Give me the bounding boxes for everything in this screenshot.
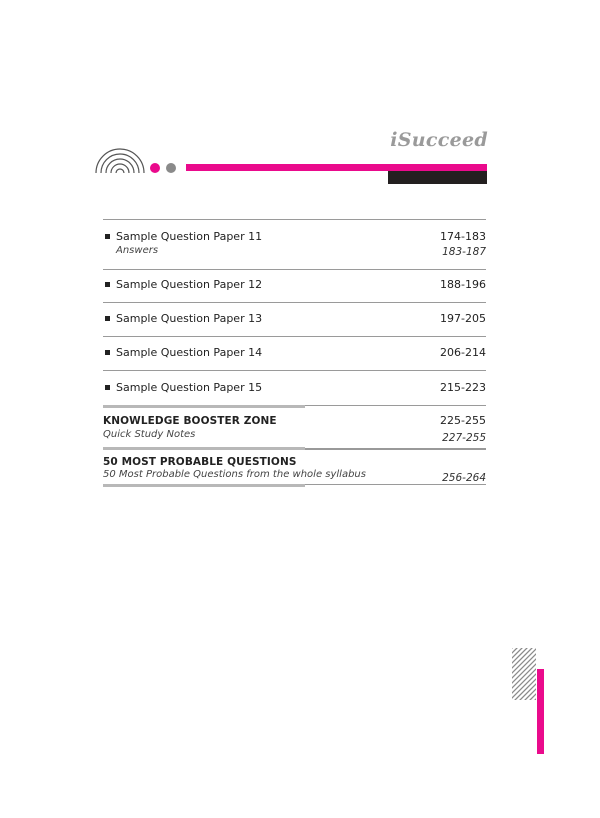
entry-title: Sample Question Paper 12 [116,278,263,291]
bullet-icon [105,385,110,390]
entry-pages: 188-196 [440,278,486,291]
divider [103,336,486,337]
section-title: KNOWLEDGE BOOSTER ZONE [103,415,277,427]
section-pages: 225-255 [440,414,486,427]
entry-title: Sample Question Paper 15 [116,381,263,394]
section-shade [103,484,305,487]
brand-mark: i [390,129,398,151]
divider [103,302,486,303]
entry-subtitle: Answers [116,245,159,256]
entry-title: Sample Question Paper 14 [116,346,263,359]
header-graphic [92,144,492,189]
bullet-icon [105,234,110,239]
section-subtitle: 50 Most Probable Questions from the whole syllabus [103,469,366,480]
section-sub-pages: 227-255 [442,432,486,444]
header-pink-bar [186,164,487,171]
entry-pages: 215-223 [440,381,486,394]
entry-title: Sample Question Paper 11 [116,230,263,243]
section-shade [103,405,305,408]
section-sub-pages: 256-264 [442,472,486,484]
entry-title: Sample Question Paper 13 [116,312,263,325]
entry-sub-pages: 183-187 [442,246,486,258]
bullet-icon [105,282,110,287]
divider [103,269,486,270]
section-subtitle: Quick Study Notes [103,429,196,440]
entry-pages: 174-183 [440,230,486,243]
bullet-icon [105,350,110,355]
divider [103,370,486,371]
side-pink-bar [537,669,544,754]
section-title: 50 MOST PROBABLE QUESTIONS [103,456,297,468]
section-shade [103,447,305,450]
entry-pages: 206-214 [440,346,486,359]
bullet-icon [105,316,110,321]
divider [103,219,486,220]
arcs-icon [96,149,144,173]
brand-name: Succeed [397,129,488,151]
entry-pages: 197-205 [440,312,486,325]
pink-dot [150,163,160,173]
hatch-pattern [512,648,536,700]
gray-dot [166,163,176,173]
header-dark-block [388,171,487,184]
